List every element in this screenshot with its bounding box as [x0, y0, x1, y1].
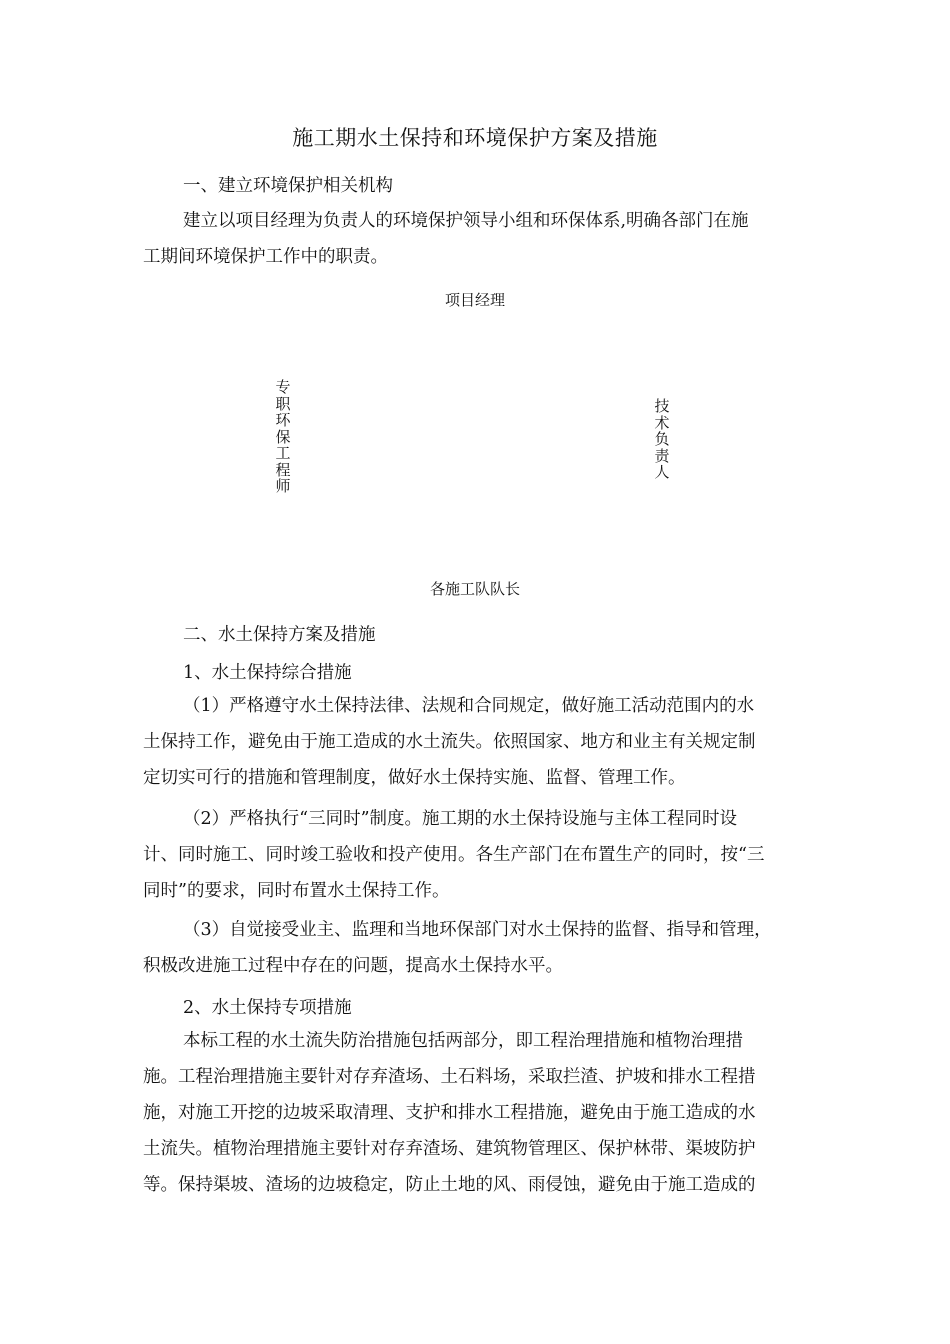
- subsection-2-paragraph: [143, 1023, 807, 1203]
- paragraph-line: 积极改进施工过程中存在的问题，提高水土保持水平。: [143, 956, 563, 976]
- measure-item-2: [143, 801, 807, 909]
- org-node-env-engineer: 专职环保工程师: [275, 378, 291, 495]
- paragraph-line: 计、同时施工、同时竣工验收和投产使用。各生产部门在布置生产的同时，按“三: [143, 845, 765, 865]
- paragraph-line: 施。工程治理措施主要针对存弃渣场、土石料场，采取拦渣、护坡和排水工程措: [143, 1067, 756, 1087]
- paragraph-line: 施，对施工开挖的边坡采取清理、支护和排水工程措施，避免由于施工造成的水: [143, 1103, 756, 1123]
- org-node-team-leaders: 各施工队队长: [429, 580, 520, 598]
- paragraph-line: 土保持工作，避免由于施工造成的水土流失。依照国家、地方和业主有关规定制: [143, 732, 756, 752]
- paragraph-line: 工期间环境保护工作中的职责。: [143, 247, 388, 267]
- subsection-2-heading: 2、水土保持专项措施: [183, 998, 352, 1018]
- document-title: 施工期水土保持和环境保护方案及措施: [292, 126, 658, 150]
- paragraph-line: （1）严格遵守水土保持法律、法规和合同规定，做好施工活动范围内的水: [183, 696, 755, 716]
- paragraph-line: 建立以项目经理为负责人的环境保护领导小组和环保体系,明确各部门在施: [183, 211, 749, 231]
- paragraph-line: （3）自觉接受业主、监理和当地环保部门对水土保持的监督、指导和管理，: [183, 920, 772, 940]
- paragraph-line: 本标工程的水土流失防治措施包括两部分，即工程治理措施和植物治理措: [183, 1031, 743, 1051]
- paragraph-line: 同时”的要求，同时布置水土保持工作。: [143, 881, 450, 901]
- measure-item-1: [143, 688, 807, 796]
- org-node-project-manager: 项目经理: [444, 291, 505, 309]
- paragraph-line: （2）严格执行“三同时”制度。施工期的水土保持设施与主体工程同时设: [183, 809, 738, 829]
- org-node-technical-lead: 技术负责人: [654, 397, 670, 481]
- paragraph-line: 定切实可行的措施和管理制度，做好水土保持实施、监督、管理工作。: [143, 768, 686, 788]
- paragraph-line: 等。保持渠坡、渣场的边坡稳定，防止土地的风、雨侵蚀，避免由于施工造成的: [143, 1175, 756, 1195]
- section-1-heading: 一、建立环境保护相关机构: [183, 176, 393, 196]
- subsection-1-heading: 1、水土保持综合措施: [183, 663, 352, 683]
- section-2-heading: 二、水土保持方案及措施: [183, 625, 376, 645]
- section-1-paragraph: [143, 203, 807, 275]
- paragraph-line: 土流失。植物治理措施主要针对存弃渣场、建筑物管理区、保护林带、渠坡防护: [143, 1139, 756, 1159]
- measure-item-3: [143, 912, 807, 984]
